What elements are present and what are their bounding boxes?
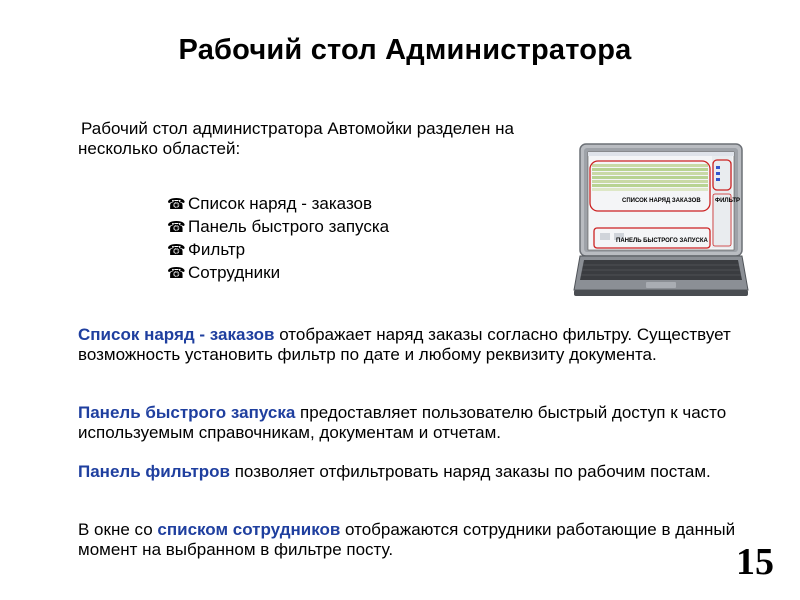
paragraph-text: предоставляет пользователю быстрый доступ к часто используемым справочникам, документам и отчетам. (78, 403, 727, 442)
telephone-icon: ☎ (167, 265, 186, 282)
paragraph-orders-list (78, 325, 768, 365)
term-quick-launch: Панель быстрого запуска (78, 403, 296, 422)
telephone-icon: ☎ (167, 242, 186, 259)
intro-text: Рабочий стол администратора Автомойки разделен на несколько областей: (78, 119, 515, 158)
paragraph-filters (78, 462, 768, 482)
list-item-label: Панель быстрого запуска (188, 217, 390, 236)
paragraph-quick-launch (78, 403, 768, 443)
telephone-icon: ☎ (167, 196, 186, 213)
paragraph-text: позволяет отфильтровать наряд заказы по рабочим постам. (230, 462, 711, 481)
term-employees: списком сотрудников (157, 520, 341, 539)
paragraph-text: отображаются сотрудники работающие в данный момент на выбранном в фильтре посту. (78, 520, 736, 559)
paragraph-text: В окне со (78, 520, 158, 539)
list-item-label: Сотрудники (188, 263, 281, 282)
paragraph-text: отображает наряд заказы согласно фильтру. Существует возможность установить фильтр по дате и любому реквизиту документа. (78, 325, 731, 364)
list-item-label: Фильтр (188, 240, 246, 259)
page-number: 15 (736, 541, 774, 583)
term-orders-list: Список наряд - заказов (78, 325, 275, 344)
areas-list (167, 192, 389, 284)
laptop-illustration (570, 140, 750, 302)
screen-label-orders: СПИСОК НАРЯД ЗАКАЗОВ (622, 198, 701, 204)
list-item (167, 192, 389, 215)
orders-table-preview (592, 164, 708, 191)
slide-title: Рабочий стол Администратора (178, 34, 632, 66)
telephone-icon: ☎ (167, 219, 186, 236)
screen-label-panel: ПАНЕЛЬ БЫСТРОГО ЗАПУСКА (616, 238, 708, 244)
list-item (167, 215, 389, 238)
list-item-label: Список наряд - заказов (188, 194, 373, 213)
paragraph-employees (78, 520, 768, 560)
list-item (167, 238, 389, 261)
list-item (167, 261, 389, 284)
term-filters: Панель фильтров (78, 462, 230, 481)
screen-label-filter: ФИЛЬТР (715, 198, 741, 204)
